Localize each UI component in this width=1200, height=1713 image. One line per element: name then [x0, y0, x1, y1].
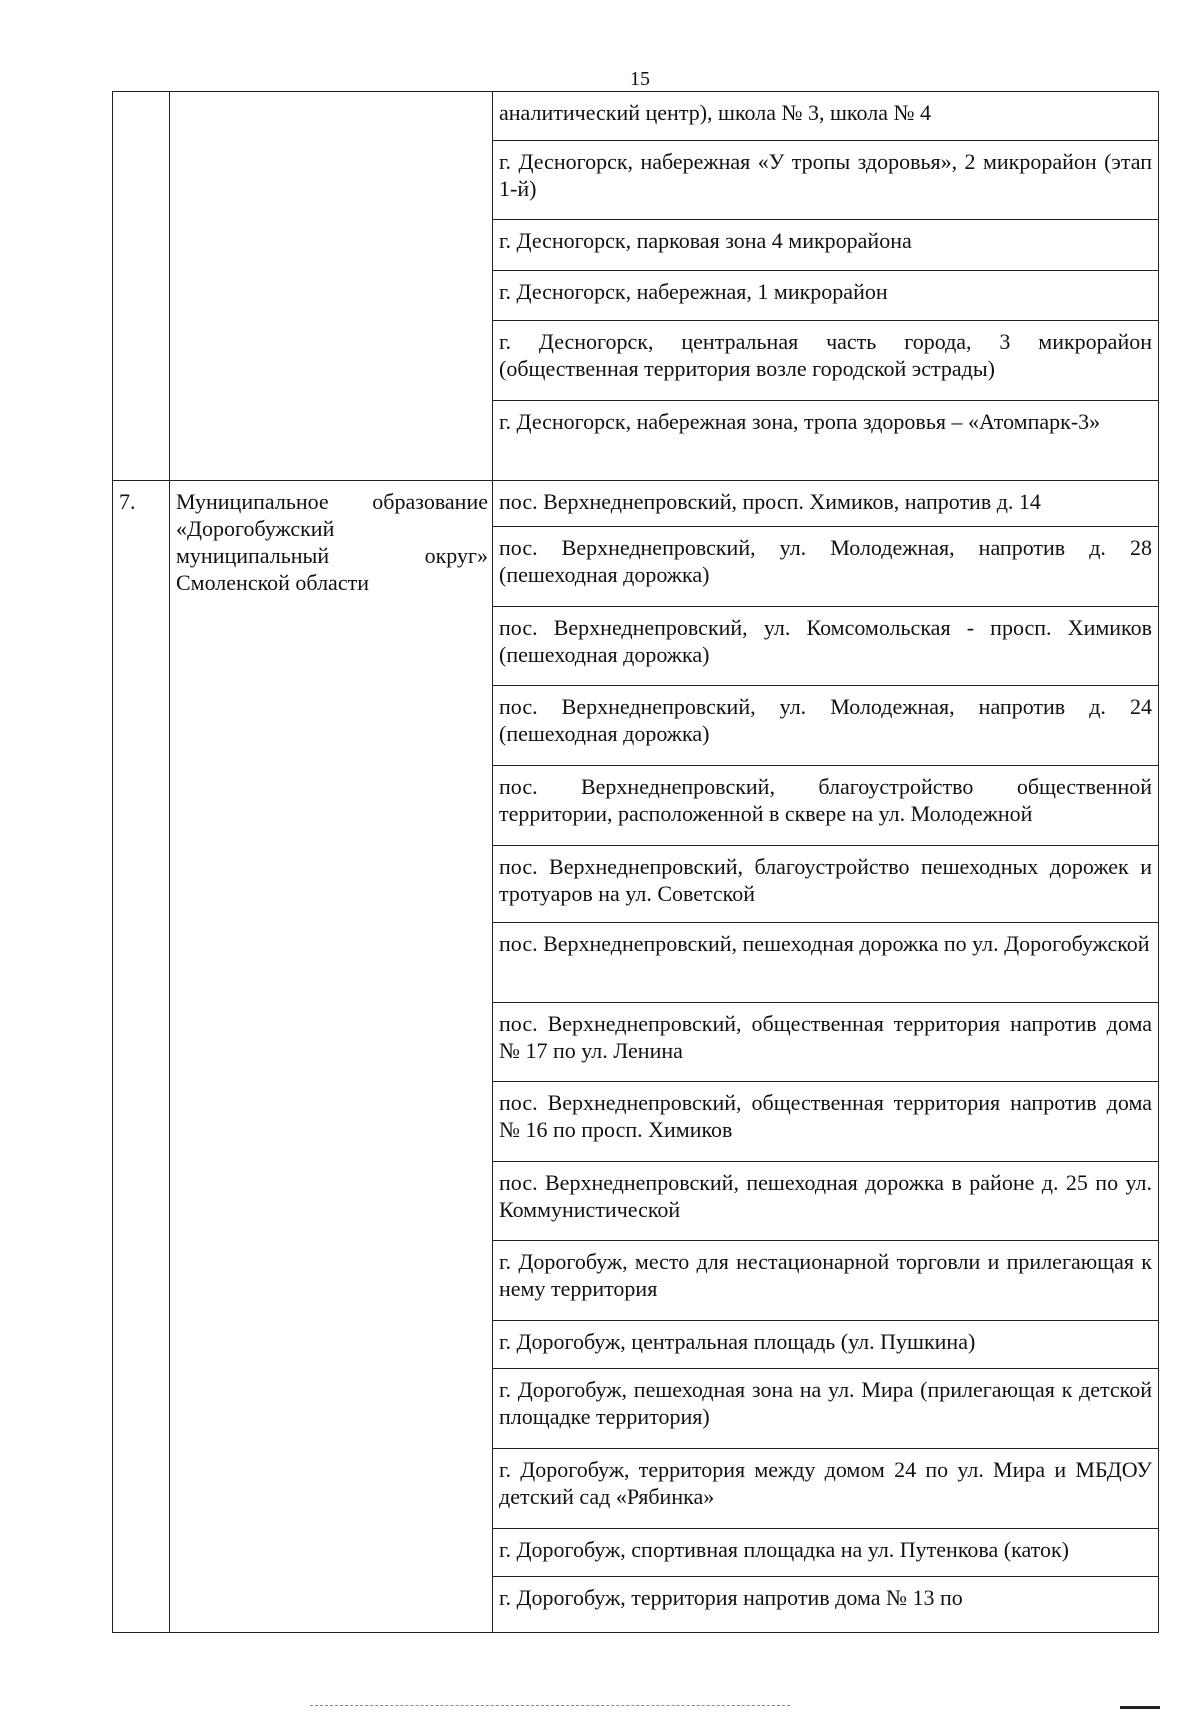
territory-cell [493, 1369, 1159, 1449]
territory-text: аналитический центр), школа № 3, школа № 4 [499, 100, 931, 125]
territory-text: г. Дорогобуж, территория между домом 24 по ул. Мира и МБДОУ детский сад «Рябинка» [499, 1457, 1152, 1509]
territory-text: пос. Верхнеднепровский, общественная территория напротив дома № 16 по просп. Химиков [499, 1090, 1152, 1142]
territory-text: г. Дорогобуж, пешеходная зона на ул. Мира (прилегающая к детской площадке территория) [499, 1377, 1152, 1429]
territory-text: г. Десногорск, центральная часть города, 3 микрорайон (общественная территория возле городской эстрады) [499, 329, 1152, 381]
territory-text: г. Дорогобуж, место для нестационарной торговли и прилегающая к нему территория [499, 1249, 1152, 1301]
territory-text: г. Дорогобуж, спортивная площадка на ул. Путенкова (каток) [499, 1537, 1069, 1562]
territory-text: пос. Верхнеднепровский, ул. Молодежная, напротив д. 28 (пешеходная дорожка) [499, 535, 1152, 587]
row-number-cell-empty [113, 92, 170, 481]
territory-cell [493, 401, 1159, 481]
municipality-name: Муниципальное образование «Дорогобужский муниципальный округ» Смоленской области [176, 489, 488, 595]
territory-text: пос. Верхнеднепровский, пешеходная дорожка в районе д. 25 по ул. Коммунистической [499, 1170, 1152, 1222]
territory-cell [493, 1082, 1159, 1162]
row-number: 7. [119, 489, 136, 514]
territory-text: пос. Верхнеднепровский, ул. Комсомольская - просп. Химиков (пешеходная дорожка) [499, 615, 1152, 667]
territory-cell [493, 766, 1159, 846]
territory-text: г. Десногорск, парковая зона 4 микрорайона [499, 228, 912, 253]
scan-artifact-line [310, 1705, 790, 1709]
territory-text: пос. Верхнеднепровский, благоустройство пешеходных дорожек и тротуаров на ул. Советской [499, 854, 1152, 906]
territory-text: г. Дорогобуж, центральная площадь (ул. Пушкина) [499, 1329, 976, 1354]
territory-cell [493, 607, 1159, 686]
table-row [113, 92, 1159, 141]
territory-text: г. Десногорск, набережная, 1 микрорайон [499, 279, 888, 304]
territory-cell [493, 1003, 1159, 1082]
municipality-cell-empty [170, 92, 493, 481]
territory-text: пос. Верхнеднепровский, благоустройство общественной территории, расположенной в сквере на ул. Молодежной [499, 774, 1152, 826]
territory-text: г. Десногорск, набережная зона, тропа здоровья – «Атомпарк-3» [499, 409, 1101, 434]
page-number: 15 [630, 68, 650, 90]
territory-text: пос. Верхнеднепровский, пешеходная дорожка по ул. Дорогобужской [499, 931, 1150, 956]
territory-cell [493, 321, 1159, 401]
territory-cell [493, 1241, 1159, 1321]
territory-text: пос. Верхнеднепровский, просп. Химиков, напротив д. 14 [499, 489, 1041, 514]
territory-cell [493, 1449, 1159, 1529]
territory-cell [493, 92, 1159, 141]
territory-cell [493, 1529, 1159, 1577]
territory-text: г. Дорогобуж, территория напротив дома № 13 по [499, 1585, 963, 1610]
territory-cell [493, 141, 1159, 220]
territories-table [112, 91, 1159, 1633]
territory-text: пос. Верхнеднепровский, ул. Молодежная, напротив д. 24 (пешеходная дорожка) [499, 694, 1152, 746]
territory-text: пос. Верхнеднепровский, общественная территория напротив дома № 17 по ул. Ленина [499, 1011, 1152, 1063]
territory-cell [493, 481, 1159, 527]
territory-cell [493, 846, 1159, 923]
territory-cell [493, 527, 1159, 607]
territory-cell [493, 271, 1159, 321]
territory-cell [493, 1162, 1159, 1241]
municipality-cell [170, 481, 493, 1633]
table-row [113, 481, 1159, 527]
territory-cell [493, 923, 1159, 1003]
territory-cell [493, 686, 1159, 766]
scan-artifact-mark [1120, 1706, 1160, 1709]
territory-text: г. Десногорск, набережная «У тропы здоровья», 2 микрорайон (этап 1-й) [499, 149, 1152, 201]
territory-cell [493, 1577, 1159, 1633]
row-number-cell [113, 481, 170, 1633]
table-body [113, 92, 1159, 1633]
territory-cell [493, 220, 1159, 271]
territory-cell [493, 1321, 1159, 1369]
